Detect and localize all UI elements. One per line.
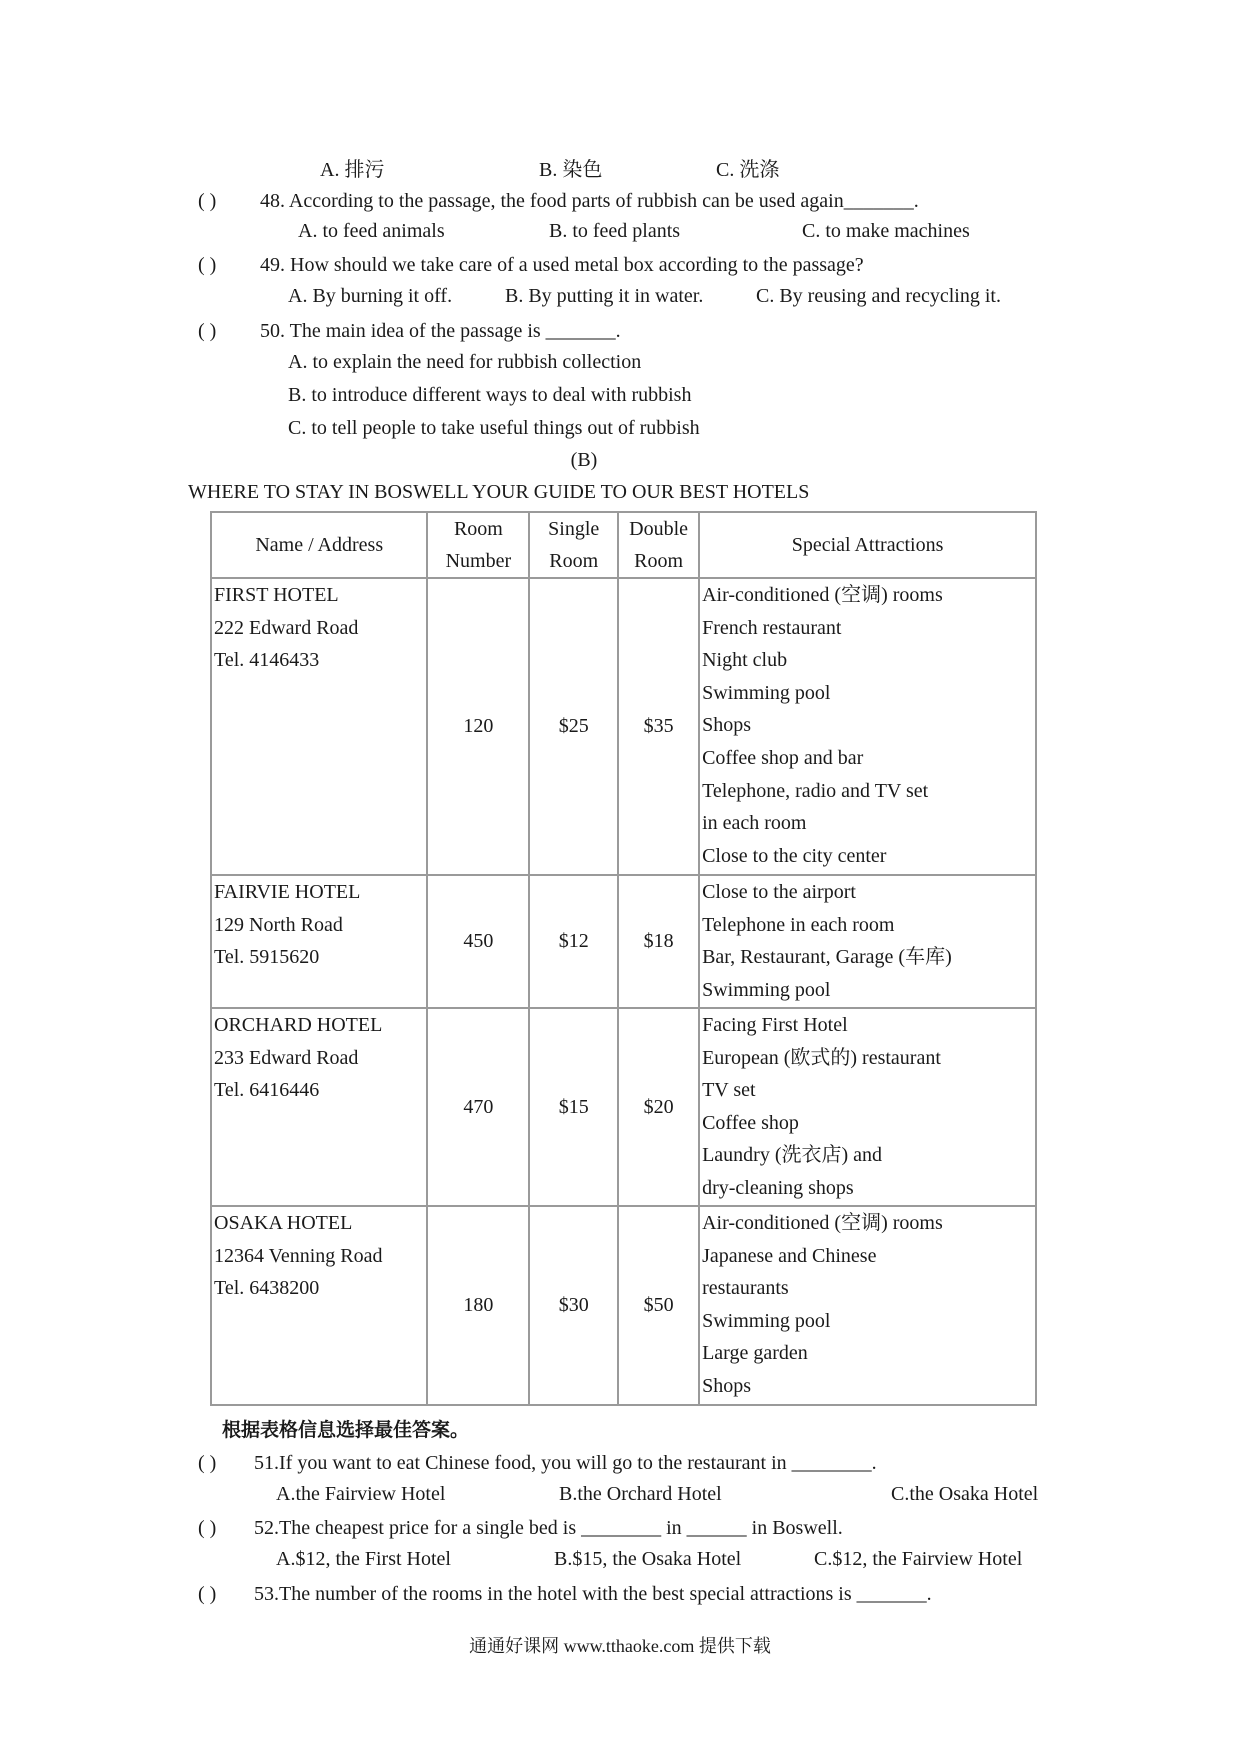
q52-option-c: C.$12, the Fairview Hotel <box>814 1548 1023 1570</box>
header-special-attractions: Special Attractions <box>699 512 1036 578</box>
q47-option-b: B. 染色 <box>539 159 603 181</box>
special-attractions: Air-conditioned (空调) rooms French restaurant Night club Swimming pool Shops Coffee shop and bar Telephone, radio and TV set in each room Close to the city center <box>699 578 1036 875</box>
answer-blank: ( ) <box>198 1583 217 1605</box>
q49-option-a: A. By burning it off. <box>288 285 453 307</box>
q48-option-a: A. to feed animals <box>298 220 445 242</box>
double-room-price: $18 <box>618 875 699 1008</box>
special-attractions: Air-conditioned (空调) rooms Japanese and Chinese restaurants Swimming pool Large garden Shops <box>699 1206 1036 1405</box>
double-room-price: $20 <box>618 1008 699 1206</box>
single-room-price: $25 <box>529 578 618 875</box>
special-attractions: Facing First Hotel European (欧式的) restaurant TV set Coffee shop Laundry (洗衣店) and dry-cleaning shops <box>699 1008 1036 1206</box>
hotel-tel: Tel. 6416446 <box>214 1079 320 1102</box>
single-room-price: $12 <box>529 875 618 1008</box>
hotel-address: 233 Edward Road <box>214 1046 359 1069</box>
hotel-address: 222 Edward Road <box>214 616 359 639</box>
hotel-address: 129 North Road <box>214 913 343 936</box>
double-room-price: $50 <box>618 1206 699 1405</box>
q52-option-b: B.$15, the Osaka Hotel <box>554 1548 742 1570</box>
q49-option-c: C. By reusing and recycling it. <box>756 285 1001 307</box>
answer-blank: ( ) <box>198 254 217 276</box>
hotel-tel: Tel. 6438200 <box>214 1277 320 1300</box>
q50-option-c: C. to tell people to take useful things out of rubbish <box>288 417 700 439</box>
room-number: 120 <box>427 578 529 875</box>
special-attractions: Close to the airport Telephone in each room Bar, Restaurant, Garage (车库) Swimming pool <box>699 875 1036 1008</box>
hotel-name: FAIRVIE HOTEL <box>214 881 361 903</box>
q51-option-c: C.the Osaka Hotel <box>891 1483 1039 1505</box>
hotel-address: 12364 Venning Road <box>214 1244 383 1267</box>
q48-option-c: C. to make machines <box>802 220 970 242</box>
question-text: 51.If you want to eat Chinese food, you will go to the restaurant in ________. <box>254 1452 877 1474</box>
question-text: 50. The main idea of the passage is _______. <box>260 320 621 342</box>
table-row <box>211 578 1036 875</box>
question-52 <box>198 1515 843 1541</box>
hotel-name: OSAKA HOTEL <box>214 1212 353 1234</box>
hotels-table <box>210 511 1037 1406</box>
header-single-room: Single Room <box>529 512 618 578</box>
single-room-price: $30 <box>529 1206 618 1405</box>
q47-option-a: A. 排污 <box>320 159 385 181</box>
single-room-price: $15 <box>529 1008 618 1206</box>
q50-option-a: A. to explain the need for rubbish collection <box>288 351 642 373</box>
hotel-name-address <box>211 875 427 1008</box>
question-53 <box>198 1581 932 1607</box>
hotel-name-address <box>211 1206 427 1405</box>
guide-title: WHERE TO STAY IN BOSWELL YOUR GUIDE TO OUR BEST HOTELS <box>188 481 810 503</box>
question-text: 49. How should we take care of a used metal box according to the passage? <box>260 254 864 276</box>
hotel-tel: Tel. 5915620 <box>214 946 320 969</box>
answer-blank: ( ) <box>198 190 217 212</box>
room-number: 470 <box>427 1008 529 1206</box>
question-text: 52.The cheapest price for a single bed is ________ in ______ in Boswell. <box>254 1517 843 1539</box>
question-50 <box>198 318 621 344</box>
q48-option-b: B. to feed plants <box>549 220 681 242</box>
hotel-tel: Tel. 4146433 <box>214 649 320 672</box>
answer-blank: ( ) <box>198 1452 217 1474</box>
hotel-name-address <box>211 578 427 875</box>
hotel-name: FIRST HOTEL <box>214 584 339 606</box>
room-number: 180 <box>427 1206 529 1405</box>
question-49 <box>198 252 864 278</box>
question-51 <box>198 1450 877 1476</box>
room-number: 450 <box>427 875 529 1008</box>
table-row <box>211 1008 1036 1206</box>
instruction: 根据表格信息选择最佳答案。 <box>222 1419 470 1441</box>
q47-option-c: C. 洗涤 <box>716 159 780 181</box>
table-row <box>211 1206 1036 1405</box>
question-text: 53.The number of the rooms in the hotel with the best special attractions is _______. <box>254 1583 932 1605</box>
answer-blank: ( ) <box>198 320 217 342</box>
section-label: (B) <box>570 449 598 471</box>
footer: 通通好课网 www.tthaoke.com 提供下载 <box>469 1636 771 1656</box>
hotel-name: ORCHARD HOTEL <box>214 1014 383 1036</box>
question-text: 48. According to the passage, the food parts of rubbish can be used again_______. <box>260 190 919 212</box>
table-row <box>211 875 1036 1008</box>
header-double-room: Double Room <box>618 512 699 578</box>
double-room-price: $35 <box>618 578 699 875</box>
hotel-name-address <box>211 1008 427 1206</box>
q51-option-a: A.the Fairview Hotel <box>276 1483 446 1505</box>
q49-option-b: B. By putting it in water. <box>505 285 704 307</box>
q51-option-b: B.the Orchard Hotel <box>559 1483 722 1505</box>
header-name-address: Name / Address <box>211 512 427 578</box>
header-room-number: Room Number <box>427 512 529 578</box>
answer-blank: ( ) <box>198 1517 217 1539</box>
table-header-row <box>211 512 1036 578</box>
q50-option-b: B. to introduce different ways to deal with rubbish <box>288 384 692 406</box>
question-48 <box>198 188 919 214</box>
q52-option-a: A.$12, the First Hotel <box>276 1548 451 1570</box>
